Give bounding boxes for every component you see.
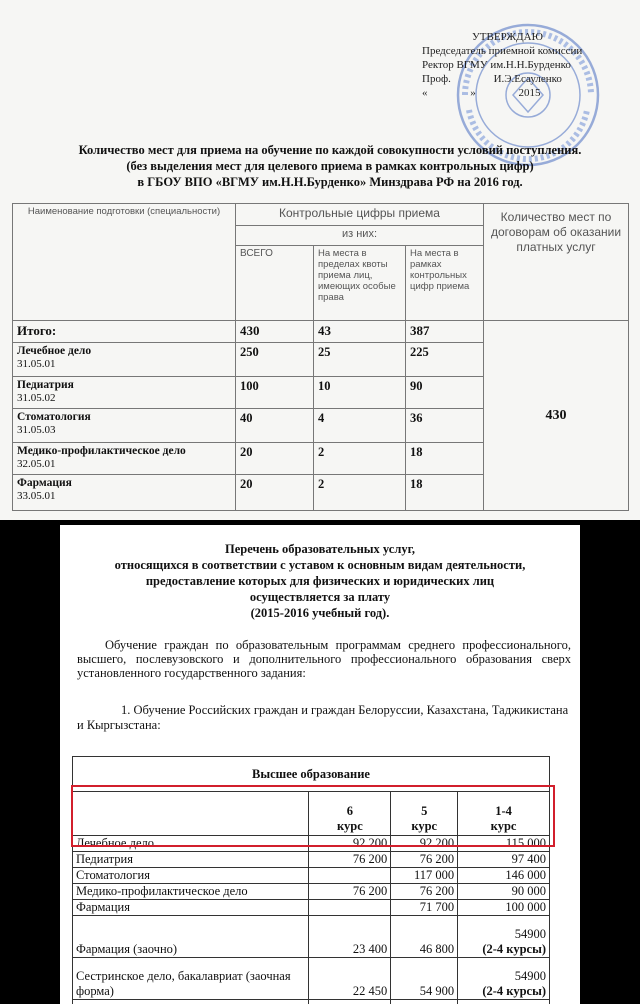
approval-line: Председатель приемной комиссии [422,45,583,57]
fee-course-1-4: 100 000 [458,900,550,916]
header-total: ВСЕГО [236,246,314,321]
approval-block [422,30,582,100]
fee-value: 54900 [514,969,546,983]
fee-note: (2-4 курсы) [482,984,546,998]
total-row-within: 387 [406,321,484,343]
specialty-code: 31.05.03 [17,424,56,436]
intro-paragraph [77,638,571,680]
specialty-name: Фармация [17,477,72,489]
title-line: Количество мест для приема на обучение по каждой совокупности условий поступления. [78,143,582,157]
fee-course-5: 76 200 [391,884,458,900]
title-line: (без выделения мест для целевого приема в рамках контрольных цифр) [126,159,534,173]
fee-value: 54900 [514,927,546,941]
header-of-them: из них: [236,226,484,246]
fee-course-6: 22 450 [309,958,391,1000]
header-paid-places: Количество мест по договорам об оказании платных услуг [484,204,629,321]
table-row [73,900,550,916]
paid-services-document [60,525,580,1004]
row-quota: 2 [314,475,406,511]
empty-cell [309,1000,391,1004]
specialty-code: 33.05.01 [17,490,56,502]
paid-places-value: 430 [484,321,629,511]
course-word: курс [411,819,438,833]
item-1-text: 1. Обучение Российских граждан и граждан Белоруссии, Казахстана, Таджикистана и Кыргызстана: [77,703,569,732]
table-row [13,475,236,511]
total-row-label: Итого: [13,321,236,343]
specialty-code: 31.05.01 [17,358,56,370]
fee-course-5: 71 700 [391,900,458,916]
title-line: Перечень образовательных услуг, [225,542,415,556]
fee-course-1-4: 97 400 [458,852,550,868]
fee-course-5: 92 200 [391,836,458,852]
specialty-name: Медико-профилактическое дело [17,445,186,457]
table-row-empty [73,1000,550,1004]
header-control-figures: Контрольные цифры приема [236,204,484,226]
total-row-total: 430 [236,321,314,343]
table-row [73,916,550,958]
row-quota: 4 [314,409,406,443]
approval-line: Ректор ВГМУ им.Н.Н.Бурденко [422,59,571,71]
table-row [73,868,550,884]
program-name: Фармация (заочно) [73,916,309,958]
intro-text: Обучение граждан по образовательным программам среднего профессионального, высшего, послевузовского и дополнительного профессионального образования сверх установленного государственного задания: [77,638,571,680]
specialty-name: Стоматология [17,411,91,423]
empty-cell [391,1000,458,1004]
header-course-6 [309,792,391,836]
fee-course-6: 76 200 [309,852,391,868]
fee-note: (2-4 курсы) [482,942,546,956]
table-row [13,343,236,377]
row-quota: 2 [314,443,406,475]
approval-line: УТВЕРЖДАЮ [472,31,543,43]
program-name: Лечебное дело [73,836,309,852]
table-row [73,958,550,1000]
fee-course-6: 76 200 [309,884,391,900]
title-line: относящихся в соответствии с уставом к основным видам деятельности, [114,558,526,572]
fee-course-5: 117 000 [391,868,458,884]
specialty-name: Педиатрия [17,379,74,391]
approval-line: Проф. И.Э.Есауленко [422,73,562,85]
course-number: 5 [421,804,428,818]
header-course-5 [391,792,458,836]
course-number: 6 [346,804,353,818]
document-title [60,541,580,621]
program-name: Сестринское дело, бакалавриат (заочная форма) [73,958,309,1000]
fee-course-5: 76 200 [391,852,458,868]
header-quota: На места в пределах квоты приема лиц, имеющих особые права [314,246,406,321]
fee-course-5: 54 900 [391,958,458,1000]
program-name: Педиатрия [73,852,309,868]
header-empty [73,792,309,836]
title-line: в ГБОУ ВПО «ВГМУ им.Н.Н.Бурденко» Минздрава РФ на 2016 год. [137,175,523,189]
row-within: 225 [406,343,484,377]
fee-course-6 [309,868,391,884]
table-row [73,852,550,868]
row-total: 250 [236,343,314,377]
header-course-1-4 [458,792,550,836]
fee-course-5: 46 800 [391,916,458,958]
row-total: 20 [236,443,314,475]
fee-course-1-4: 90 000 [458,884,550,900]
row-total: 100 [236,377,314,409]
document-title [30,142,630,190]
course-number: 1-4 [495,804,512,818]
program-name: Стоматология [73,868,309,884]
table-row [13,377,236,409]
fee-course-1-4 [458,916,550,958]
row-within: 18 [406,475,484,511]
fee-course-1-4 [458,958,550,1000]
admission-places-table [12,203,629,511]
fee-course-1-4: 146 000 [458,868,550,884]
row-within: 18 [406,443,484,475]
table-row [73,884,550,900]
specialty-name: Лечебное дело [17,345,92,357]
specialty-code: 32.05.01 [17,458,56,470]
fee-course-6: 92 200 [309,836,391,852]
course-word: курс [490,819,517,833]
row-total: 20 [236,475,314,511]
program-name: Медико-профилактическое дело [73,884,309,900]
empty-cell [458,1000,550,1004]
total-row-quota: 43 [314,321,406,343]
table-caption: Высшее образование [73,757,550,792]
header-within-control: На места в рамках контрольных цифр приема [406,246,484,321]
fee-course-1-4: 115 000 [458,836,550,852]
table-row [73,836,550,852]
title-line: (2015-2016 учебный год). [250,606,390,620]
fee-course-6: 23 400 [309,916,391,958]
table-row [13,409,236,443]
fee-course-6 [309,900,391,916]
title-line: осуществляется за плату [249,590,391,604]
program-name: Фармация [73,900,309,916]
row-quota: 10 [314,377,406,409]
row-total: 40 [236,409,314,443]
tuition-fees-table [72,756,550,1004]
title-line: предоставление которых для физических и юридических лиц [145,574,495,588]
specialty-code: 31.05.02 [17,392,56,404]
empty-cell [73,1000,309,1004]
table-row [13,443,236,475]
approval-line: « » 2015 [422,87,541,99]
row-within: 36 [406,409,484,443]
row-within: 90 [406,377,484,409]
header-specialty: Наименование подготовки (специальности) [13,204,236,321]
course-word: курс [336,819,363,833]
row-quota: 25 [314,343,406,377]
